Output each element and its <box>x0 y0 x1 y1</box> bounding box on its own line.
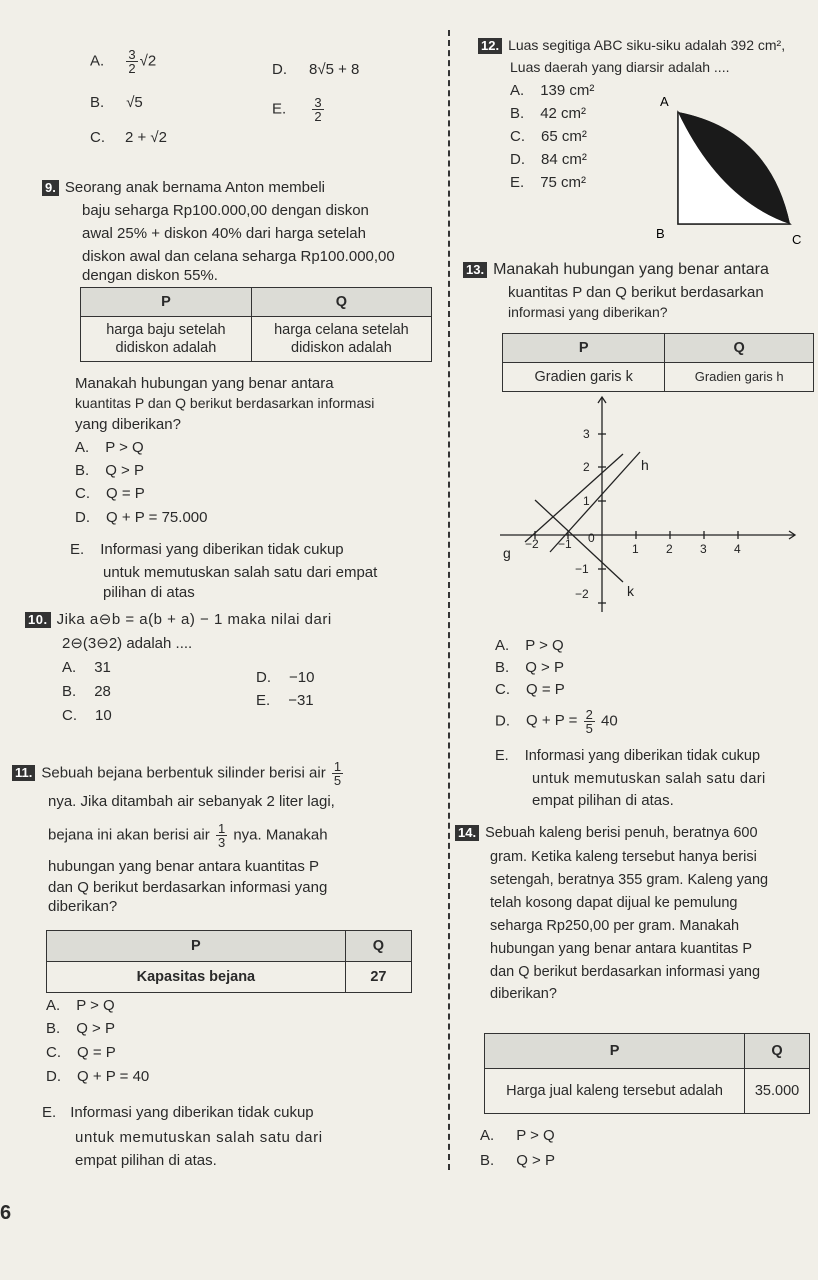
q10-number: 10. <box>25 612 51 628</box>
q12-option-d: D. 84 cm² <box>510 151 587 168</box>
table-cell-p: Harga jual kaleng tersebut adalah <box>485 1069 745 1114</box>
table-cell-q: harga celana setelah didiskon adalah <box>251 317 431 362</box>
q9-question-1: Manakah hubungan yang benar antara <box>75 375 334 392</box>
q14-line-4: telah kosong dapat dijual ke pemulung <box>490 895 738 911</box>
q9-option-b: B. Q > P <box>75 462 144 479</box>
vertex-label-a: A <box>660 94 669 109</box>
q9-option-c: C. Q = P <box>75 485 145 502</box>
q9-question-3: yang diberikan? <box>75 416 181 433</box>
q14-option-a: A. P > Q <box>480 1127 555 1144</box>
q10-option-c: C. 10 <box>62 707 112 724</box>
x-tick-label: 3 <box>700 542 707 556</box>
q8-option-e: E. $\frac{3}{2}$ <box>272 95 322 124</box>
q12-option-c: C. 65 cm² <box>510 128 587 145</box>
vertex-label-c: C <box>792 232 802 247</box>
q14-line-2: gram. Ketika kaleng tersebut hanya berisi <box>490 849 757 865</box>
table-cell-q: Gradien garis h <box>665 363 814 392</box>
y-tick-label: 2 <box>583 460 590 474</box>
q14-option-b: B. Q > P <box>480 1152 555 1169</box>
q13-option-b: B. Q > P <box>495 659 564 676</box>
q11-number: 11. <box>12 765 35 781</box>
table-header-p: P <box>47 931 346 962</box>
x-tick-label: 4 <box>734 542 741 556</box>
q14-line-7: dan Q berikut berdasarkan informasi yang <box>490 964 761 980</box>
q14-line-1: 14. Sebuah kaleng berisi penuh, beratnya 600 <box>455 824 758 843</box>
q8-option-a: A. $\frac{3}{2}$ √2 <box>90 47 157 76</box>
line-label-k: k <box>627 583 634 599</box>
table-header-p: P <box>485 1034 745 1069</box>
q13-line-1: 13. Manakah hubungan yang benar antara <box>463 260 769 279</box>
q11-line-1: 11. Sebuah bejana berbentuk silinder berisi air $\frac{1}{5}$ <box>12 760 345 787</box>
table-cell-p: harga baju setelah didiskon adalah <box>81 317 252 362</box>
table-header-q: Q <box>251 288 431 317</box>
q11-line-5: dan Q berikut berdasarkan informasi yang <box>48 879 328 896</box>
q12-option-e: E. 75 cm² <box>510 174 587 191</box>
fraction: $\frac{1}{5}$ <box>333 759 342 788</box>
triangle-figure <box>650 90 810 250</box>
q13-line-3: informasi yang diberikan? <box>508 304 668 320</box>
q13-option-e-cont-1: untuk memutuskan salah satu dari <box>532 771 766 787</box>
line-label-h: h <box>641 457 649 473</box>
q9-line-5: dengan diskon 55%. <box>82 267 218 284</box>
q9-line-4: diskon awal dan celana seharga Rp100.000,00 <box>82 248 395 265</box>
fraction: $\frac{3}{2}$ <box>314 95 322 124</box>
page-number: 6 <box>0 1202 12 1224</box>
q10-option-a: A. 31 <box>62 659 111 676</box>
q11-line-3: bejana ini akan berisi air $\frac{1}{3}$ nya. Manakah <box>48 821 328 850</box>
q8-option-d: D. 8√5 + 8 <box>272 61 360 78</box>
q14-line-3: setengah, beratnya 355 gram. Kaleng yang <box>490 872 769 888</box>
q9-question-2: kuantitas P dan Q berikut berdasarkan informasi <box>75 395 375 411</box>
table-header-q: Q <box>345 931 411 962</box>
q12-option-b: B. 42 cm² <box>510 105 587 122</box>
table-cell-p: Gradien garis k <box>503 363 665 392</box>
x-tick-label: 1 <box>632 542 639 556</box>
q13-table <box>502 333 814 392</box>
y-tick-label: 3 <box>583 427 590 441</box>
x-tick-label: 0 <box>588 531 595 545</box>
q10-line-1: 10. Jika a⊖b = a(b + a) − 1 maka nilai dari <box>25 610 332 629</box>
q9-number: 9. <box>42 180 59 196</box>
q13-line-2: kuantitas P dan Q berikut berdasarkan <box>508 284 764 301</box>
q11-option-b: B. Q > P <box>46 1020 115 1037</box>
q10-option-b: B. 28 <box>62 683 111 700</box>
q12-number: 12. <box>478 38 502 54</box>
q13-option-c: C. Q = P <box>495 681 565 698</box>
q8-option-c: C. 2 + √2 <box>90 129 168 146</box>
q11-line-6: diberikan? <box>48 898 118 915</box>
table-header-p: P <box>503 334 665 363</box>
table-header-p: P <box>81 288 252 317</box>
fraction: $\frac{2}{5}$ <box>585 707 593 736</box>
q9-option-e: E. Informasi yang diberikan tidak cukup <box>70 541 344 558</box>
q11-option-e-cont-2: empat pilihan di atas. <box>75 1152 217 1169</box>
table-header-q: Q <box>745 1034 810 1069</box>
q11-line-4: hubungan yang benar antara kuantitas P <box>48 858 320 875</box>
x-tick-label: −2 <box>525 537 539 551</box>
x-tick-label: −1 <box>558 537 572 551</box>
vertex-label-b: B <box>656 226 665 241</box>
q11-option-e-cont-1: untuk memutuskan salah satu dari <box>75 1129 323 1146</box>
q14-line-8: diberikan? <box>490 986 557 1002</box>
y-tick-label: 1 <box>583 494 590 508</box>
q9-table <box>80 287 432 362</box>
q9-line-1: 9. Seorang anak bernama Anton membeli <box>42 178 325 197</box>
fraction: $\frac{3}{2}$ <box>128 47 136 76</box>
q9-line-3: awal 25% + diskon 40% dari harga setelah <box>82 225 366 242</box>
q13-option-a: A. P > Q <box>495 637 564 654</box>
q13-option-e: E. Informasi yang diberikan tidak cukup <box>495 748 761 764</box>
q10-line-2: 2⊖(3⊖2) adalah .... <box>62 635 193 652</box>
q11-table <box>46 930 412 993</box>
y-tick-label: −2 <box>575 587 589 601</box>
line-g <box>525 454 623 542</box>
line-label-g: g <box>503 545 511 561</box>
q11-option-c: C. Q = P <box>46 1044 116 1061</box>
q14-table <box>484 1033 810 1114</box>
q14-line-6: hubungan yang benar antara kuantitas P <box>490 941 753 957</box>
q11-option-a: A. P > Q <box>46 997 115 1014</box>
q9-option-e-cont-1: untuk memutuskan salah satu dari empat <box>103 564 378 581</box>
table-cell-p: Kapasitas bejana <box>47 962 346 993</box>
q13-option-d: D. Q + P = $\frac{2}{5}$ 40 <box>495 707 618 736</box>
q9-option-a: A. P > Q <box>75 439 144 456</box>
column-divider <box>448 30 450 1170</box>
q11-line-2: nya. Jika ditambah air sebanyak 2 liter lagi, <box>48 793 335 810</box>
q11-option-e: E. Informasi yang diberikan tidak cukup <box>42 1104 314 1121</box>
q14-number: 14. <box>455 825 479 841</box>
table-header-q: Q <box>665 334 814 363</box>
coordinate-graph <box>495 392 800 617</box>
table-cell-q: 35.000 <box>745 1069 810 1114</box>
q11-option-d: D. Q + P = 40 <box>46 1068 150 1085</box>
q9-line-2: baju seharga Rp100.000,00 dengan diskon <box>82 202 369 219</box>
q13-number: 13. <box>463 262 487 278</box>
q12-line-2: Luas daerah yang diarsir adalah .... <box>510 59 730 75</box>
q13-option-e-cont-2: empat pilihan di atas. <box>532 792 674 809</box>
q12-option-a: A. 139 cm² <box>510 82 595 99</box>
q9-option-d: D. Q + P = 75.000 <box>75 509 208 526</box>
q9-option-e-cont-2: pilihan di atas <box>103 584 195 601</box>
q10-option-d: D. −10 <box>256 669 315 686</box>
x-tick-label: 2 <box>666 542 673 556</box>
fraction: $\frac{1}{3}$ <box>217 821 226 850</box>
q8-option-b: B. √5 <box>90 94 143 111</box>
y-tick-label: −1 <box>575 562 589 576</box>
table-cell-q: 27 <box>345 962 411 993</box>
q14-line-5: seharga Rp250,00 per gram. Manakah <box>490 918 740 934</box>
q10-option-e: E. −31 <box>256 692 314 709</box>
q12-line-1: 12. Luas segitiga ABC siku-siku adalah 392 cm², <box>478 36 785 55</box>
